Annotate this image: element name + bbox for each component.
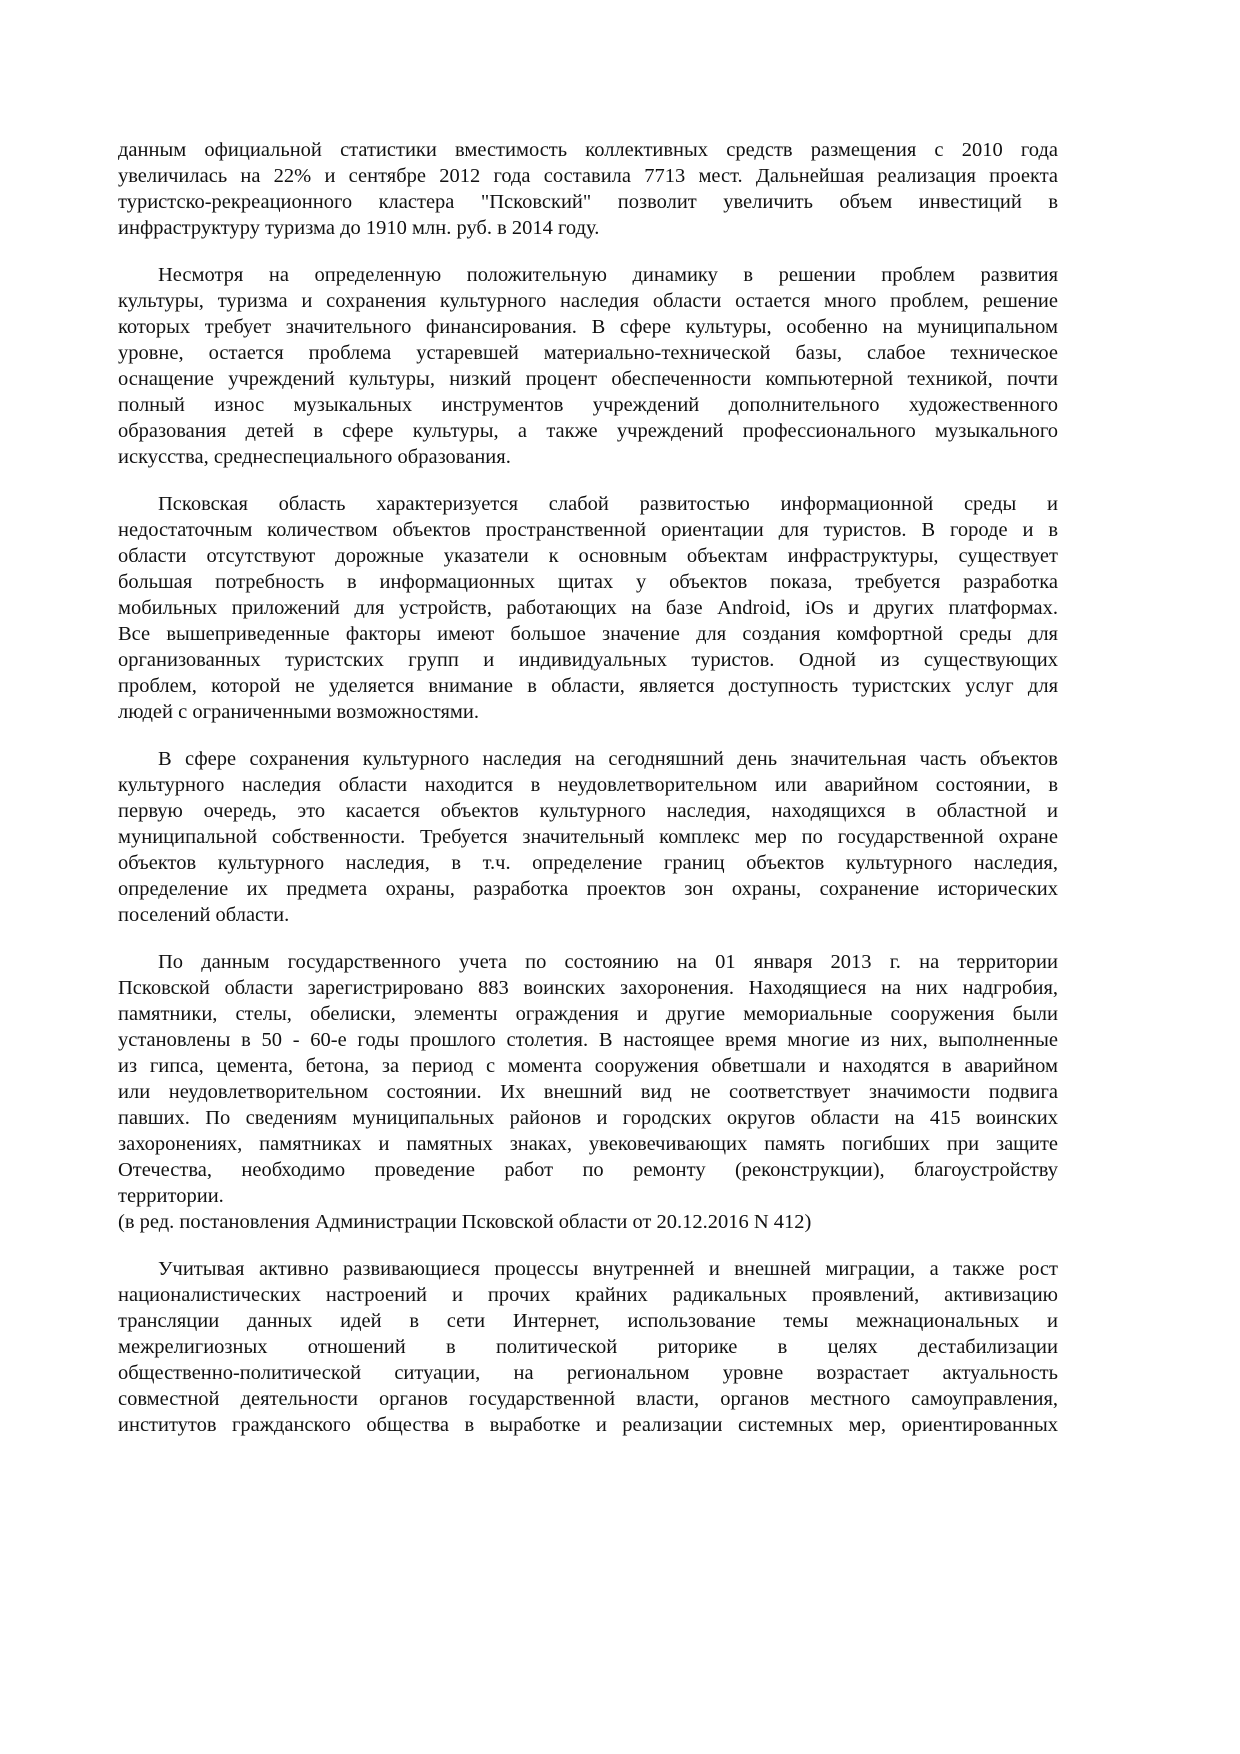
text-line: объектов культурного наследия, в т.ч. определение границ объектов культурного наследия,: [118, 852, 1058, 874]
text-line: мобильных приложений для устройств, работающих на базе Android, iOs и других платформах.: [118, 597, 1058, 619]
text-line: Псковской области зарегистрировано 883 воинских захоронения. Находящиеся на них надгробия,: [118, 977, 1058, 999]
text-line: или неудовлетворительном состоянии. Их внешний вид не соответствует значимости подвига: [118, 1081, 1058, 1103]
text-line: данным официальной статистики вместимость коллективных средств размещения с 2010 года: [118, 139, 1058, 161]
text-line: совместной деятельности органов государственной власти, органов местного самоуправления,: [118, 1388, 1058, 1410]
text-line: первую очередь, это касается объектов культурного наследия, находящихся в областной и: [118, 800, 1058, 822]
text-line: захоронениях, памятниках и памятных знаках, увековечивающих память погибших при защите: [118, 1133, 1058, 1155]
text-line: культуры, туризма и сохранения культурного наследия области остается много проблем, решение: [118, 290, 1058, 312]
document-page: [118, 137, 1058, 1459]
text-line: образования детей в сфере культуры, а также учреждений профессионального музыкального: [118, 420, 1058, 442]
text-line: Отечества, необходимо проведение работ по ремонту (реконструкции), благоустройству: [118, 1159, 1058, 1181]
text-line: Несмотря на определенную положительную динамику в решении проблем развития: [158, 264, 1058, 286]
text-line: инфраструктуру туризма до 1910 млн. руб. в 2014 году.: [118, 217, 600, 239]
paragraph: [118, 137, 1058, 241]
text-line: институтов гражданского общества в выработке и реализации системных мер, ориентированных: [118, 1414, 1058, 1436]
paragraph: [118, 746, 1058, 928]
text-line: которых требует значительного финансирования. В сфере культуры, особенно на муниципальном: [118, 316, 1058, 338]
text-line: культурного наследия области находится в неудовлетворительном или аварийном состоянии, в: [118, 774, 1058, 796]
edit-note: (в ред. постановления Администрации Псковской области от 20.12.2016 N 412): [118, 1211, 812, 1233]
text-line: области отсутствуют дорожные указатели к основным объектам инфраструктуры, существует: [118, 545, 1058, 567]
text-line: из гипса, цемента, бетона, за период с момента сооружения обветшали и находятся в аварийном: [118, 1055, 1058, 1077]
text-line: большая потребность в информационных щитах у объектов показа, требуется разработка: [118, 571, 1058, 593]
text-line: проблем, которой не уделяется внимание в области, является доступность туристских услуг для: [118, 675, 1058, 697]
text-line: территории.: [118, 1185, 224, 1207]
text-line: уровне, остается проблема устаревшей материально-технической базы, слабое техническое: [118, 342, 1058, 364]
paragraph: [118, 1256, 1058, 1438]
text-line: Все вышеприведенные факторы имеют большое значение для создания комфортной среды для: [118, 623, 1058, 645]
text-line: людей с ограниченными возможностями.: [118, 701, 479, 723]
text-line: памятники, стелы, обелиски, элементы ограждения и другие мемориальные сооружения были: [118, 1003, 1058, 1025]
text-line: По данным государственного учета по состоянию на 01 января 2013 г. на территории: [158, 951, 1058, 973]
text-line: искусства, среднеспециального образования.: [118, 446, 511, 468]
text-line: полный износ музыкальных инструментов учреждений дополнительного художественного: [118, 394, 1058, 416]
text-line: установлены в 50 - 60-е годы прошлого столетия. В настоящее время многие из них, выполненные: [118, 1029, 1058, 1051]
text-line: Псковская область характеризуется слабой развитостью информационной среды и: [158, 493, 1058, 515]
text-line: увеличилась на 22% и сентябре 2012 года составила 7713 мест. Дальнейшая реализация проекта: [118, 165, 1058, 187]
text-line: недостаточным количеством объектов пространственной ориентации для туристов. В городе и в: [118, 519, 1058, 541]
text-line: поселений области.: [118, 904, 290, 926]
text-line: межрелигиозных отношений в политической риторике в целях дестабилизации: [118, 1336, 1058, 1358]
paragraph: [118, 949, 1058, 1209]
text-line: трансляции данных идей в сети Интернет, использование темы межнациональных и: [118, 1310, 1058, 1332]
text-line: муниципальной собственности. Требуется значительный комплекс мер по государственной охране: [118, 826, 1058, 848]
text-line: оснащение учреждений культуры, низкий процент обеспеченности компьютерной техникой, почти: [118, 368, 1058, 390]
text-line: общественно-политической ситуации, на региональном уровне возрастает актуальность: [118, 1362, 1058, 1384]
text-line: В сфере сохранения культурного наследия на сегодняшний день значительная часть объектов: [158, 748, 1058, 770]
text-line: националистических настроений и прочих крайних радикальных проявлений, активизацию: [118, 1284, 1058, 1306]
text-line: туристско-рекреационного кластера "Псковский" позволит увеличить объем инвестиций в: [118, 191, 1058, 213]
text-line: определение их предмета охраны, разработка проектов зон охраны, сохранение исторических: [118, 878, 1058, 900]
text-line: павших. По сведениям муниципальных районов и городских округов области на 415 воинских: [118, 1107, 1058, 1129]
paragraph: [118, 491, 1058, 725]
text-line: Учитывая активно развивающиеся процессы внутренней и внешней миграции, а также рост: [158, 1258, 1058, 1280]
text-line: организованных туристских групп и индивидуальных туристов. Одной из существующих: [118, 649, 1058, 671]
paragraph: [118, 262, 1058, 470]
